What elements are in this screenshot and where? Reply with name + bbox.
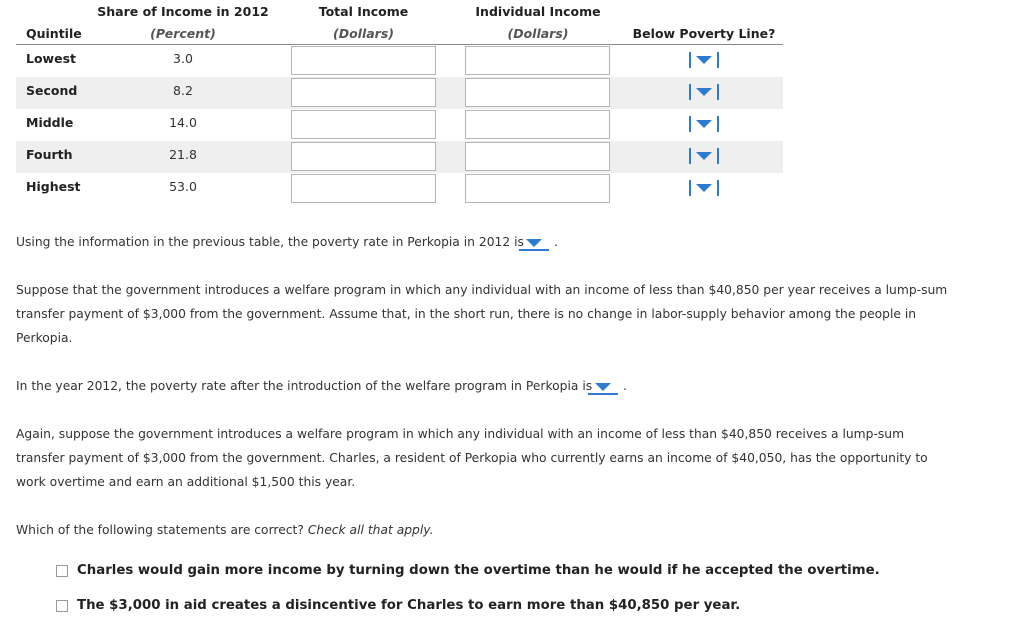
question-suffix: .	[554, 235, 558, 249]
header-individual-unit: (Dollars)	[507, 26, 569, 41]
paragraph-line: Again, suppose the government introduces a welfare program in which any individual with an income of less than $40,850 receives a lump-sum	[16, 427, 905, 441]
option-checkbox-2[interactable]	[56, 600, 68, 612]
poverty-dropdown-second[interactable]	[689, 84, 719, 100]
total-income-input-second[interactable]	[291, 78, 436, 107]
paragraph-line: work overtime and earn an additional $1,500 this year.	[16, 475, 356, 489]
scenario-paragraph	[16, 422, 928, 494]
individual-income-input-highest[interactable]	[465, 174, 610, 203]
total-income-input-fourth[interactable]	[291, 142, 436, 171]
chevron-down-icon	[526, 239, 542, 247]
header-total: Total Income	[318, 4, 409, 19]
chevron-down-icon	[696, 184, 712, 192]
question-text: Which of the following statements are correct?	[16, 523, 304, 537]
question-poverty-rate	[16, 230, 524, 254]
poverty-dropdown-fourth[interactable]	[689, 148, 719, 164]
paragraph-line: transfer payment of $3,000 from the government. Charles, a resident of Perkopia who currently earns an income of $40,050, has the opportunity to	[16, 451, 928, 465]
share-value: 8.2	[173, 83, 193, 98]
question-welfare-poverty-rate	[16, 374, 592, 398]
share-value: 3.0	[173, 51, 193, 66]
individual-income-input-lowest[interactable]	[465, 46, 610, 75]
chevron-down-icon	[696, 152, 712, 160]
quintile-label: Fourth	[26, 147, 73, 162]
share-value: 53.0	[169, 179, 197, 194]
option-checkbox-1[interactable]	[56, 565, 68, 577]
paragraph-line: transfer payment of $3,000 from the government. Assume that, in the short run, there is no change in labor-supply behavior among the people in	[16, 307, 917, 321]
header-quintile: Quintile	[26, 26, 82, 41]
share-value: 14.0	[169, 115, 197, 130]
individual-income-input-second[interactable]	[465, 78, 610, 107]
chevron-down-icon	[595, 383, 611, 391]
question-text: Using the information in the previous table, the poverty rate in Perkopia in 2012 is	[16, 235, 524, 249]
header-share: Share of Income in 2012	[97, 4, 269, 19]
header-share-unit: (Percent)	[150, 26, 216, 41]
poverty-rate-dropdown[interactable]	[519, 235, 549, 251]
quintile-label: Lowest	[26, 51, 76, 66]
welfare-poverty-rate-dropdown[interactable]	[588, 379, 618, 395]
question-instruction: Check all that apply.	[307, 523, 434, 537]
total-income-input-lowest[interactable]	[291, 46, 436, 75]
header-individual: Individual Income	[475, 4, 601, 19]
paragraph-line: Suppose that the government introduces a welfare program in which any individual with an income of less than $40,850 per year receives a lump-sum	[16, 283, 948, 297]
individual-income-input-fourth[interactable]	[465, 142, 610, 171]
paragraph-line: Perkopia.	[16, 331, 73, 345]
question-text: In the year 2012, the poverty rate after the introduction of the welfare program in Perkopia is	[16, 379, 593, 393]
poverty-dropdown-lowest[interactable]	[689, 52, 719, 68]
chevron-down-icon	[696, 120, 712, 128]
chevron-down-icon	[696, 56, 712, 64]
header-total-unit: (Dollars)	[333, 26, 394, 41]
quintile-label: Middle	[26, 115, 74, 130]
question-suffix: .	[623, 379, 627, 393]
total-income-input-highest[interactable]	[291, 174, 436, 203]
individual-income-input-middle[interactable]	[465, 110, 610, 139]
chevron-down-icon	[696, 88, 712, 96]
option-label-2[interactable]: The $3,000 in aid creates a disincentive for Charles to earn more than $40,850 per year.	[77, 598, 741, 613]
scenario-paragraph	[16, 278, 947, 350]
poverty-dropdown-middle[interactable]	[689, 116, 719, 132]
total-income-input-middle[interactable]	[291, 110, 436, 139]
header-poverty: Below Poverty Line?	[632, 26, 776, 41]
poverty-dropdown-highest[interactable]	[689, 180, 719, 196]
question-check-all	[16, 518, 434, 542]
share-value: 21.8	[169, 147, 197, 162]
quintile-label: Second	[26, 83, 78, 98]
option-label-1[interactable]: Charles would gain more income by turning down the overtime than he would if he accepted the overtime.	[77, 563, 880, 578]
quintile-label: Highest	[26, 179, 81, 194]
